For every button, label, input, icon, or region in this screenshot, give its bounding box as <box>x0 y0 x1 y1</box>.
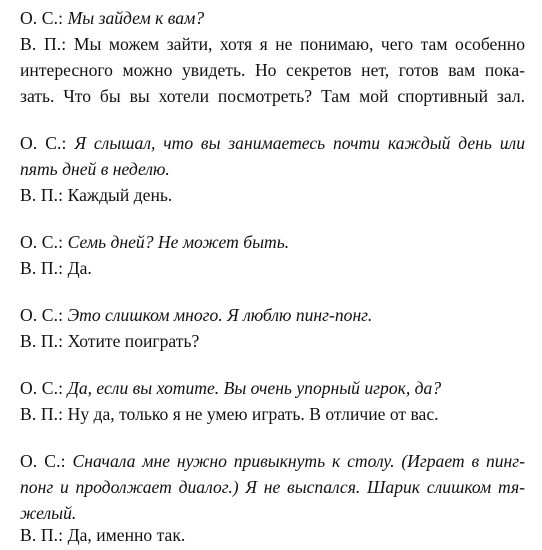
speaker-label: О. С.: <box>20 378 68 398</box>
dialogue-line <box>20 328 525 354</box>
dialogue-line <box>20 375 525 401</box>
dialogue-line <box>20 5 525 31</box>
line-text: Мы можем зайти, хотя я не понимаю, чего там особенно <box>73 34 525 54</box>
speaker-label: В. П.: <box>20 258 68 278</box>
speaker-label: В. П.: <box>20 525 68 545</box>
line-text: Это слишком много. Я люблю пинг-понг. <box>67 305 373 325</box>
dialogue-line <box>20 302 525 328</box>
dialogue-line <box>20 182 525 208</box>
dialogue-line <box>20 31 525 57</box>
line-text: Ну да, только я не умею играть. В отличие от вас. <box>67 404 439 424</box>
speaker-label: О. С.: <box>20 133 75 153</box>
dialogue-line <box>20 130 525 156</box>
speaker-label: О. С.: <box>20 8 68 28</box>
dialogue-line <box>20 57 525 83</box>
line-text: Сначала мне нужно привыкнуть к столу. (Играет в пинг- <box>72 451 525 471</box>
line-text: Да, именно так. <box>67 525 186 545</box>
speaker-label: В. П.: <box>20 185 68 205</box>
speaker-label: О. С.: <box>20 232 68 252</box>
dialogue-line <box>20 522 525 548</box>
dialogue-line <box>20 229 525 255</box>
speaker-label: В. П.: <box>20 34 74 54</box>
dialogue-line <box>20 401 525 427</box>
line-text: интересного можно увидеть. Но секретов нет, готов вам пока- <box>20 60 525 80</box>
line-text: понг и продолжает диалог.) Я не выспался. Шарик слишком тя- <box>20 477 525 497</box>
line-text: Мы зайдем к вам? <box>67 8 205 28</box>
speaker-label: В. П.: <box>20 404 68 424</box>
dialogue-line <box>20 448 525 474</box>
line-text: зать. Что бы вы хотели посмотреть? Там мой спортивный зал. <box>20 86 525 106</box>
dialogue-line <box>20 474 525 500</box>
speaker-label: О. С.: <box>20 305 68 325</box>
line-text: Семь дней? Не может быть. <box>67 232 290 252</box>
speaker-label: В. П.: <box>20 331 68 351</box>
line-text: Хотите поиграть? <box>67 331 200 351</box>
dialogue-line <box>20 156 525 182</box>
line-text: Да. <box>67 258 92 278</box>
dialogue-line <box>20 255 525 281</box>
line-text: пять дней в неделю. <box>20 159 170 179</box>
line-text: Да, если вы хотите. Вы очень упорный игрок, да? <box>67 378 442 398</box>
line-text: Каждый день. <box>67 185 173 205</box>
speaker-label: О. С.: <box>20 451 73 471</box>
line-text: желый. <box>20 503 77 523</box>
line-text: Я слышал, что вы занимаетесь почти каждый день или <box>74 133 525 153</box>
dialogue-line <box>20 83 525 109</box>
